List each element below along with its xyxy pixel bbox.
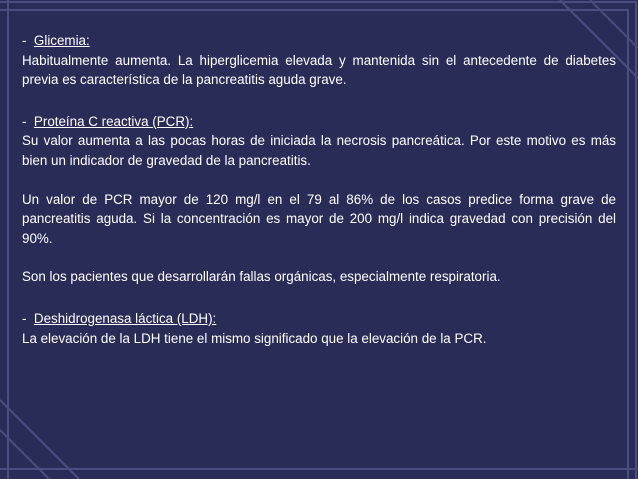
heading-text: Proteína C reactiva (PCR):: [33, 113, 194, 129]
section-heading: [22, 112, 616, 132]
section-heading: [22, 309, 616, 329]
paragraph: Un valor de PCR mayor de 120 mg/l en el 79 al 86% de los casos predice forma grave de pancreatitis aguda. Si la concentración es mayor de 200 mg/l indica gravedad con precisión del 90%.: [22, 191, 616, 246]
paragraph: Son los pacientes que desarrollarán fallas orgánicas, especialmente respiratoria.: [22, 269, 501, 285]
section-pcr: [22, 112, 616, 287]
paragraph: La elevación de la LDH tiene el mismo significado que la elevación de la PCR.: [22, 330, 487, 346]
section-glicemia: [22, 31, 616, 90]
content-area: [22, 31, 616, 348]
heading-text: Glicemia:: [33, 33, 90, 48]
section-ldh: [22, 309, 616, 348]
paragraph: Habitualmente aumenta. La hiperglicemia elevada y mantenida sin el antecedente de diabetes previa es característica de la pancreatitis aguda grave.: [22, 52, 616, 88]
bullet: -: [22, 310, 27, 326]
bullet: -: [22, 33, 27, 48]
paragraph: Su valor aumenta a las pocas horas de iniciada la necrosis pancreática. Por este motivo es más bien un indicador de gravedad de la pancreatitis.: [22, 133, 616, 168]
heading-text: Deshidrogenasa láctica (LDH):: [33, 310, 217, 326]
bullet: -: [22, 113, 27, 129]
section-heading: [22, 31, 616, 51]
